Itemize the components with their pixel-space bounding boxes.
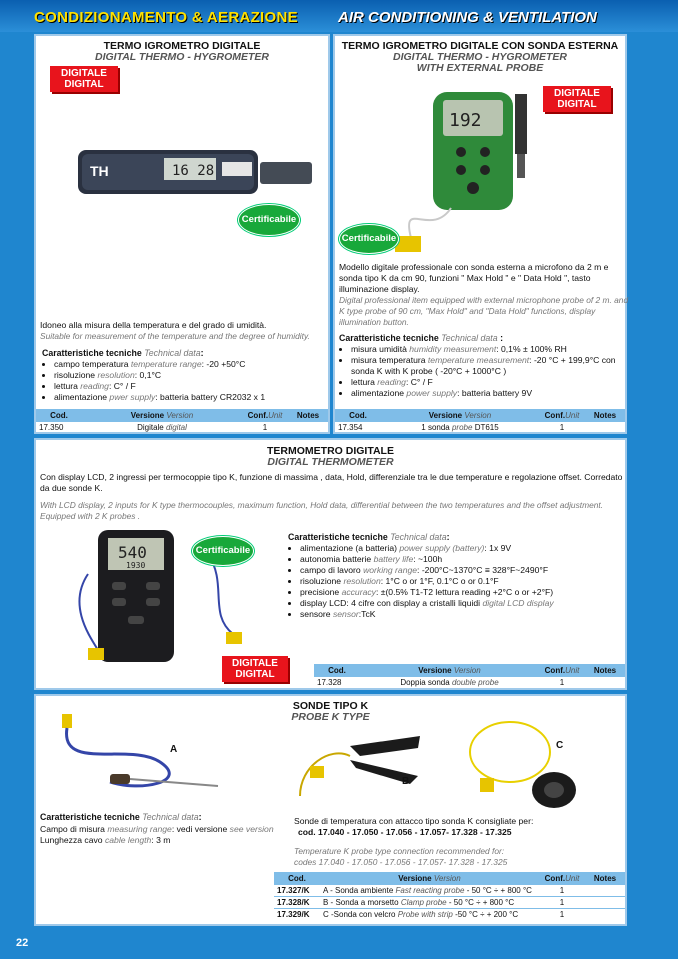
spec-heading: Caratteristiche tecniche Technical data: bbox=[42, 348, 204, 358]
product-panel-17350 bbox=[34, 34, 330, 434]
spec-item: • misura temperatura temperature measurement: -20 °C + 199,9°C con sonda K with K probe ( -20°C + 1000°C ) bbox=[351, 355, 633, 377]
device-display-main: 540 bbox=[118, 543, 147, 562]
svg-text:16 28: 16 28 bbox=[172, 163, 215, 179]
table-row: 17.350 Digitale digital 1 bbox=[36, 422, 328, 434]
spec-item: • risoluzione resolution: 1°C o or 1°F, 0.1°C o or 0.1°F bbox=[300, 576, 636, 587]
device-display: 192 bbox=[449, 110, 482, 131]
spec-item: • risoluzione resolution: 0,1°C bbox=[54, 370, 334, 381]
product-subtitle: DIGITAL THERMOMETER bbox=[267, 456, 394, 468]
cable-length: Lunghezza cavo cable length: 3 m bbox=[40, 835, 171, 845]
recommended-it: Sonde di temperatura con attacco tipo sonda K consigliate per: cod. 17.040 - 17.050 - 17.056 - 17.057- 17.328 - 17.325 bbox=[294, 816, 534, 837]
spec-list bbox=[288, 543, 636, 620]
device-display-secondary: 1930 bbox=[126, 561, 146, 570]
product-subtitle: PROBE K TYPE bbox=[291, 711, 370, 723]
digital-badge: DIGITALE DIGITAL bbox=[222, 656, 288, 682]
product-table: Cod. Versione Version Conf.Unit Notes 17.328 Doppia sonda double probe 1 bbox=[314, 664, 625, 688]
desc-en: Suitable for measurement of the temperature and the degree of humidity. bbox=[40, 331, 310, 341]
label-a: A bbox=[170, 744, 178, 755]
spec-item: • precisione accuracy: ±(0.5% T1-T2 lettura reading +2°C o or +2°F) bbox=[300, 587, 636, 598]
table-row: 17.327/K A - Sonda ambiente Fast reacting probe - 50 °C ÷ + 800 °C 1 bbox=[274, 885, 625, 897]
digital-badge: DIGITALE DIGITAL bbox=[50, 66, 118, 92]
product-subtitle: DIGITAL THERMO - HYGROMETER bbox=[392, 51, 568, 63]
product-subtitle: DIGITAL THERMO - HYGROMETER bbox=[94, 51, 270, 63]
probe-c-image bbox=[460, 708, 580, 818]
table-row: 17.328 Doppia sonda double probe 1 bbox=[314, 677, 625, 689]
spec-item: • autonomia batterie battery life: ~100h bbox=[300, 554, 636, 565]
spec-item: • alimentazione power supply: batteria battery 9V bbox=[351, 388, 633, 399]
table-row: 17.354 1 sonda probe DT615 1 bbox=[335, 422, 625, 434]
spec-item: • campo temperatura temperature range: -20 +50°C bbox=[54, 359, 334, 370]
desc-it: Con display LCD, 2 ingressi per termocoppie tipo K, funzione di massima , data, Hold, differenziale tra le due temperature e regolazione offset. Corredato da due sonde K. bbox=[40, 472, 623, 493]
product-table: Cod. Versione Version Conf.Unit Notes 17.350 Digitale digital 1 bbox=[36, 409, 328, 433]
thermo-hygrometer-image bbox=[76, 144, 316, 204]
certificabile-badge: Certificabile bbox=[339, 224, 399, 254]
label-b: B bbox=[402, 776, 410, 787]
certificabile-badge: Certificabile bbox=[192, 536, 254, 566]
label-c: C bbox=[556, 740, 564, 751]
spec-item: • alimentazione pwer supply: batteria battery CR2032 x 1 bbox=[54, 392, 334, 403]
product-panel-17354 bbox=[333, 34, 627, 434]
table-row: 17.329/K C -Sonda con velcro Probe with strip -50 °C ÷ + 200 °C 1 bbox=[274, 909, 625, 921]
product-panel-probes bbox=[34, 694, 627, 926]
recommended-en: Temperature K probe type connection recommended for: codes 17.040 - 17.050 - 17.056 - 17.057- 17.328 - 17.325 bbox=[294, 846, 508, 867]
page-number: 22 bbox=[16, 937, 29, 949]
digital-badge: DIGITALE DIGITAL bbox=[543, 86, 611, 112]
spec-heading: Caratteristiche tecniche Technical data: bbox=[40, 812, 202, 822]
desc-it: Modello digitale professionale con sonda esterna a microfono da 2 m e sonda tipo K da cm 90, funzioni " Max Hold " e " Data Hold ", tasto illuminazione display. bbox=[339, 262, 609, 294]
desc-en: Digital professional item equipped with external microphone probe of 2 m. and K type probe of 90 cm, "Max Hold" and "Data Hold" functions, display illumination button. bbox=[339, 295, 629, 327]
spec-item: • sensore sensor:TcK bbox=[300, 609, 636, 620]
spec-item: • alimentazione (a batteria) power supply (battery): 1x 9V bbox=[300, 543, 636, 554]
product-table: Cod. Versione Version Conf.Unit Notes 17.327/K A - Sonda ambiente Fast reacting probe - 50 °C ÷ + 800 °C 1 17.328/K B - Sonda a morsetto Clamp probe - 50 °C ÷ + 800 °C 1 17.329/K C -Sonda con velcro Probe with strip -50 °C ÷ + 200 °C 1 bbox=[274, 872, 625, 920]
header-title-it: CONDIZIONAMENTO & AERAZIONE bbox=[34, 9, 298, 26]
spec-list bbox=[42, 359, 334, 403]
spec-item: • lettura reading: C° / F bbox=[351, 377, 633, 388]
probe-b-image bbox=[290, 726, 430, 806]
certificabile-badge: Certificabile bbox=[238, 204, 300, 236]
spec-heading: Caratteristiche tecniche Technical data: bbox=[288, 532, 450, 542]
desc-en: With LCD display, 2 inputs for K type thermocouples, maximum function, Hold data, differential between the two temperatures and the offset adjustment. Equipped with 2 K probes . bbox=[40, 500, 604, 521]
table-row: 17.328/K B - Sonda a morsetto Clamp probe - 50 °C ÷ + 800 °C 1 bbox=[274, 897, 625, 909]
spec-list bbox=[339, 344, 633, 399]
measuring-range: Campo di misura measuring range: vedi versione see version bbox=[40, 824, 274, 834]
spec-item: • display LCD: 4 cifre con display a cristalli liquidi digital LCD display bbox=[300, 598, 636, 609]
product-title: TERMO IGROMETRO DIGITALE CON SONDA ESTERNA bbox=[341, 40, 619, 52]
spec-item: • lettura reading: C° / F bbox=[54, 381, 334, 392]
product-title: TERMO IGROMETRO DIGITALE bbox=[103, 40, 261, 52]
spec-item: • campo di lavoro working range: -200°C~1370°C ≡ 328°F~2490°F bbox=[300, 565, 636, 576]
product-title: TERMOMETRO DIGITALE bbox=[267, 445, 394, 457]
external-probe-image bbox=[497, 92, 547, 192]
product-table: Cod. Versione Version Conf.Unit Notes 17.354 1 sonda probe DT615 1 bbox=[335, 409, 625, 433]
product-title: SONDE TIPO K bbox=[292, 700, 369, 712]
product-panel-17328 bbox=[34, 438, 627, 690]
header-bar bbox=[0, 0, 678, 32]
spec-item: • misura umidità humidity measurement: 0,1% ± 100% RH bbox=[351, 344, 633, 355]
device-brand-label: TH bbox=[90, 163, 109, 179]
header-title-en: AIR CONDITIONING & VENTILATION bbox=[338, 9, 597, 26]
desc-it: Idoneo alla misura della temperatura e del grado di umidità. bbox=[40, 320, 267, 330]
spec-heading: Caratteristiche tecniche Technical data : bbox=[339, 333, 503, 343]
probe-a-image bbox=[50, 712, 220, 802]
product-subtitle-2: WITH EXTERNAL PROBE bbox=[416, 62, 544, 74]
